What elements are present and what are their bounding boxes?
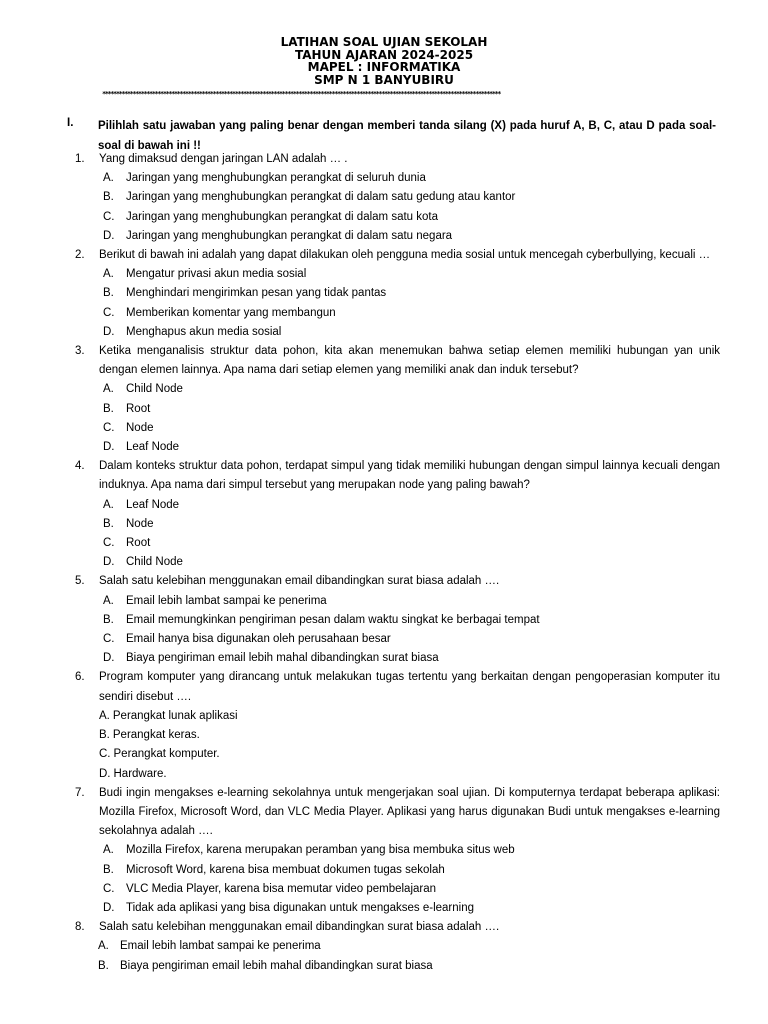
answer-option — [60, 765, 720, 784]
answer-option — [60, 515, 720, 534]
answer-option — [60, 323, 720, 342]
answer-option — [60, 611, 720, 630]
option-text: Microsoft Word, karena bisa membuat dokumen tugas sekolah — [126, 863, 445, 876]
answer-option — [60, 496, 720, 515]
question-number: 8. — [75, 921, 85, 934]
option-letter: B. — [98, 959, 109, 972]
answer-option — [60, 649, 720, 668]
option-text: Mozilla Firefox, karena merupakan peramban yang bisa membuka situs web — [126, 844, 515, 857]
question-list — [60, 150, 720, 976]
option-text: Leaf Node — [126, 498, 180, 511]
option-letter: A. — [103, 268, 114, 281]
option-letter: A. — [103, 844, 114, 857]
option-letter: C. — [103, 421, 115, 434]
option-letter: C. — [103, 306, 115, 319]
header-school: SMP N 1 BANYUBIRU — [314, 72, 454, 87]
option-letter: B. — [103, 517, 114, 530]
question-text: Berikut di bawah ini adalah yang dapat dilakukan oleh pengguna media sosial untuk mencegah cyberbullying, kecuali … — [99, 249, 711, 262]
question-number: 6. — [75, 671, 85, 684]
answer-option — [60, 707, 720, 726]
question-item — [60, 668, 720, 783]
option-letter: C. — [103, 537, 115, 550]
question-line — [60, 246, 720, 265]
question-line — [60, 572, 720, 591]
header-year: TAHUN AJARAN 2024-2025 — [294, 47, 474, 62]
question-text: Salah satu kelebihan menggunakan email dibandingkan surat biasa adalah …. — [99, 575, 500, 588]
answer-option — [60, 841, 720, 860]
answer-option — [60, 169, 720, 188]
question-text: Yang dimaksud dengan jaringan LAN adalah … . — [99, 153, 348, 165]
question-item — [60, 342, 720, 457]
answer-option — [60, 899, 720, 918]
option-letter: A. — [99, 709, 110, 722]
question-item — [60, 246, 720, 342]
answer-option — [60, 284, 720, 303]
answer-option — [60, 745, 720, 764]
question-item — [60, 150, 720, 246]
answer-option — [60, 861, 720, 880]
option-text: Email memungkinkan pengiriman pesan dalam waktu singkat ke berbagai tempat — [126, 613, 540, 626]
option-letter: D. — [99, 767, 111, 780]
option-text: VLC Media Player, karena bisa memutar video pembelajaran — [126, 882, 437, 895]
question-text: Budi ingin mengakses e-learning sekolahnya untuk mengerjakan soal ujian. Di komputernya terdapat beberapa aplikasi: Mozilla Firefox, Microsoft Word, dan VLC Media Player. Aplikasi yang harus digunakan Budi untuk mengakses e-learning sekolahnya adalah …. — [99, 786, 720, 838]
section-instruction: Pilihlah satu jawaban yang paling benar dengan memberi tanda silang (X) pada huruf A, B, C, atau D pada soal-soal di bawah ini !! — [98, 120, 716, 152]
option-text: Perangkat komputer. — [113, 748, 220, 761]
answer-option — [60, 265, 720, 284]
option-letter: C. — [103, 210, 115, 223]
question-line — [60, 150, 720, 169]
answer-option — [60, 957, 720, 976]
question-line — [60, 457, 720, 495]
option-text: Menghapus akun media sosial — [126, 325, 282, 338]
option-text: Biaya pengiriman email lebih mahal dibandingkan surat biasa — [126, 652, 439, 665]
option-letter: A. — [103, 383, 114, 396]
option-text: Node — [126, 421, 154, 434]
option-letter: D. — [103, 652, 115, 665]
option-text: Email hanya bisa digunakan oleh perusahaan besar — [126, 633, 391, 646]
question-line — [60, 784, 720, 842]
header-title: LATIHAN SOAL UJIAN SEKOLAH — [280, 35, 488, 49]
option-letter: C. — [103, 882, 115, 895]
option-text: Jaringan yang menghubungkan perangkat di dalam satu gedung atau kantor — [126, 191, 516, 204]
option-text: Tidak ada aplikasi yang bisa digunakan untuk mengakses e-learning — [126, 901, 474, 914]
option-text: Jaringan yang menghubungkan perangkat di dalam satu negara — [126, 229, 453, 242]
answer-option — [60, 630, 720, 649]
answer-option — [60, 534, 720, 553]
answer-option — [60, 304, 720, 323]
option-letter: B. — [103, 191, 114, 204]
answer-option — [60, 227, 720, 246]
question-line — [60, 918, 720, 937]
document-header — [0, 36, 768, 86]
answer-option — [60, 208, 720, 227]
question-text: Salah satu kelebihan menggunakan email dibandingkan surat biasa adalah …. — [99, 921, 500, 934]
option-text: Jaringan yang menghubungkan perangkat di seluruh dunia — [126, 172, 426, 185]
answer-option — [60, 726, 720, 745]
option-text: Jaringan yang menghubungkan perangkat di dalam satu kota — [126, 210, 438, 223]
question-item — [60, 918, 720, 976]
option-text: Hardware. — [113, 767, 167, 780]
question-text: Program komputer yang dirancang untuk melakukan tugas tertentu yang berkaitan dengan pengoperasian komputer itu sendiri disebut …. — [99, 671, 720, 703]
question-text: Dalam konteks struktur data pohon, terdapat simpul yang tidak memiliki hubungan dengan simpul lainnya kecuali dengan induknya. Apa nama dari simpul tersebut yang merupakan node yang paling bawah? — [99, 460, 720, 492]
option-letter: D. — [103, 229, 115, 242]
option-text: Leaf Node — [126, 441, 180, 454]
header-separator: ************************************************************************************************************************************************ — [102, 90, 501, 98]
question-item — [60, 572, 720, 668]
option-text: Perangkat keras. — [112, 729, 200, 742]
question-text: Ketika menganalisis struktur data pohon, kita akan menemukan bahwa setiap elemen memiliki hubungan yan unik dengan elemen lainnya. Apa nama dari setiap elemen yang memiliki anak dan induk tersebut? — [99, 345, 720, 377]
option-letter: B. — [99, 729, 110, 742]
option-text: Menghindari mengirimkan pesan yang tidak pantas — [126, 287, 387, 300]
option-text: Root — [126, 537, 151, 550]
option-letter: D. — [103, 441, 115, 454]
option-letter: B. — [103, 287, 114, 300]
answer-option — [60, 553, 720, 572]
question-number: 3. — [75, 345, 85, 358]
option-letter: B. — [103, 613, 114, 626]
option-text: Root — [126, 402, 151, 415]
option-text: Perangkat lunak aplikasi — [112, 709, 238, 722]
question-number: 4. — [75, 460, 85, 473]
question-item — [60, 457, 720, 572]
option-letter: B. — [103, 863, 114, 876]
option-letter: A. — [103, 172, 114, 185]
option-text: Child Node — [126, 383, 183, 396]
option-text: Biaya pengiriman email lebih mahal dibandingkan surat biasa — [120, 959, 433, 972]
question-number: 7. — [75, 786, 85, 799]
option-text: Memberikan komentar yang membangun — [126, 306, 336, 319]
option-text: Child Node — [126, 556, 183, 569]
option-letter: B. — [103, 402, 114, 415]
question-number: 1. — [75, 153, 85, 165]
option-text: Node — [126, 517, 154, 530]
option-letter: D. — [103, 556, 115, 569]
question-line — [60, 342, 720, 380]
header-subject: MAPEL : INFORMATIKA — [307, 60, 461, 74]
question-line — [60, 668, 720, 706]
answer-option — [60, 380, 720, 399]
option-letter: A. — [98, 940, 109, 953]
answer-option — [60, 400, 720, 419]
option-letter: C. — [99, 748, 111, 761]
question-number: 5. — [75, 575, 85, 588]
answer-option — [60, 438, 720, 457]
answer-option — [60, 592, 720, 611]
answer-option — [60, 880, 720, 899]
option-letter: D. — [103, 901, 115, 914]
option-letter: D. — [103, 325, 115, 338]
answer-option — [60, 188, 720, 207]
option-text: Mengatur privasi akun media sosial — [126, 268, 307, 281]
option-letter: A. — [103, 594, 114, 607]
option-text: Email lebih lambat sampai ke penerima — [120, 940, 321, 953]
option-letter: A. — [103, 498, 114, 511]
question-item — [60, 784, 720, 918]
question-number: 2. — [75, 249, 85, 262]
section-number: I. — [67, 117, 74, 129]
option-letter: C. — [103, 633, 115, 646]
answer-option — [60, 937, 720, 956]
answer-option — [60, 419, 720, 438]
option-text: Email lebih lambat sampai ke penerima — [126, 594, 327, 607]
